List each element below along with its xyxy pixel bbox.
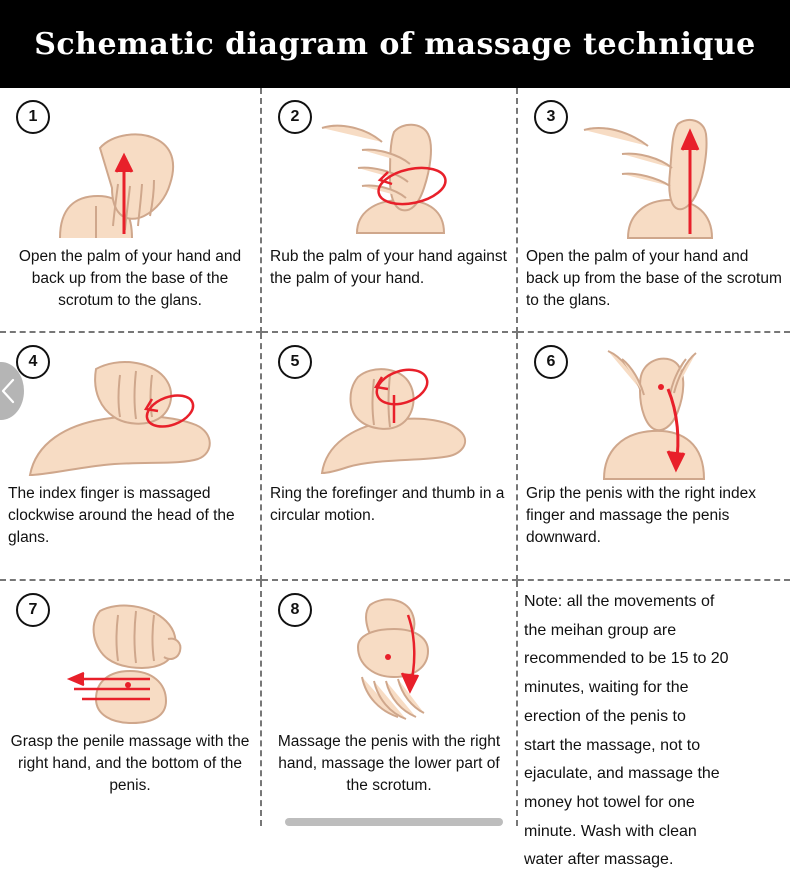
step-number-badge-6: 6 (534, 345, 568, 379)
step-caption-7: Grasp the penile massage with the right hand, and the bottom of the penis. (10, 733, 250, 794)
step-number-badge-2: 2 (278, 100, 312, 134)
step-6-illustration (518, 333, 790, 483)
step-number-badge-1: 1 (16, 100, 50, 134)
note-line-6: start the massage, not to (524, 736, 701, 754)
step-cell-4 (0, 333, 262, 581)
steps-grid (0, 88, 790, 869)
step-caption-1: Open the palm of your hand and back up from the base of the scrotum to the glans. (18, 248, 242, 309)
step-caption-2: Rub the palm of your hand against the palm of your hand. (270, 248, 507, 287)
step-number-badge-3: 3 (534, 100, 568, 134)
step-caption-3: Open the palm of your hand and back up from the base of the scrotum to the glans. (526, 248, 782, 309)
note-line-9: minute. Wash with clean (524, 822, 697, 840)
note-line-10: water after massage. (524, 851, 674, 869)
page-title: Schematic diagram of massage technique (34, 26, 756, 62)
chevron-left-icon (0, 378, 16, 404)
step-number-badge-4: 4 (16, 345, 50, 379)
step-2-illustration (262, 88, 516, 246)
step-caption-4: The index finger is massaged clockwise around the head of the glans. (8, 485, 235, 546)
note-line-2: the meihan group are (524, 621, 677, 639)
note-line-4: minutes, waiting for the (524, 679, 689, 697)
step-caption-8: Massage the penis with the right hand, massage the lower part of the scrotum. (277, 733, 501, 794)
steps-row-2 (0, 333, 790, 581)
step-number-badge-5: 5 (278, 345, 312, 379)
title-bar (0, 0, 790, 88)
step-cell-3 (518, 88, 790, 333)
step-number-badge-8: 8 (278, 593, 312, 627)
steps-row-3 (0, 581, 790, 869)
step-7-illustration (0, 581, 260, 731)
step-cell-6 (518, 333, 790, 581)
note-line-8: money hot towel for one (524, 794, 695, 812)
step-cell-1 (0, 88, 262, 333)
step-8-illustration (262, 581, 516, 731)
note-line-5: erection of the penis to (524, 707, 686, 725)
step-number-badge-7: 7 (16, 593, 50, 627)
note-line-7: ejaculate, and massage the (524, 765, 720, 783)
step-caption-5: Ring the forefinger and thumb in a circular motion. (270, 485, 505, 524)
step-cell-2 (262, 88, 518, 333)
note-cell (518, 581, 790, 869)
step-5-illustration (262, 333, 516, 483)
step-cell-7 (0, 581, 262, 826)
step-cell-8 (262, 581, 518, 826)
steps-row-1 (0, 88, 790, 333)
note-line-3: recommended to be 15 to 20 (524, 650, 729, 668)
step-4-illustration (0, 333, 260, 483)
step-cell-5 (262, 333, 518, 581)
step-3-illustration (518, 88, 790, 246)
note-line-1: Note: all the movements of (524, 593, 715, 610)
page-indicator-bar[interactable] (285, 818, 503, 826)
step-caption-6: Grip the penis with the right index finger and massage the penis downward. (526, 485, 757, 546)
step-1-illustration (0, 88, 260, 246)
